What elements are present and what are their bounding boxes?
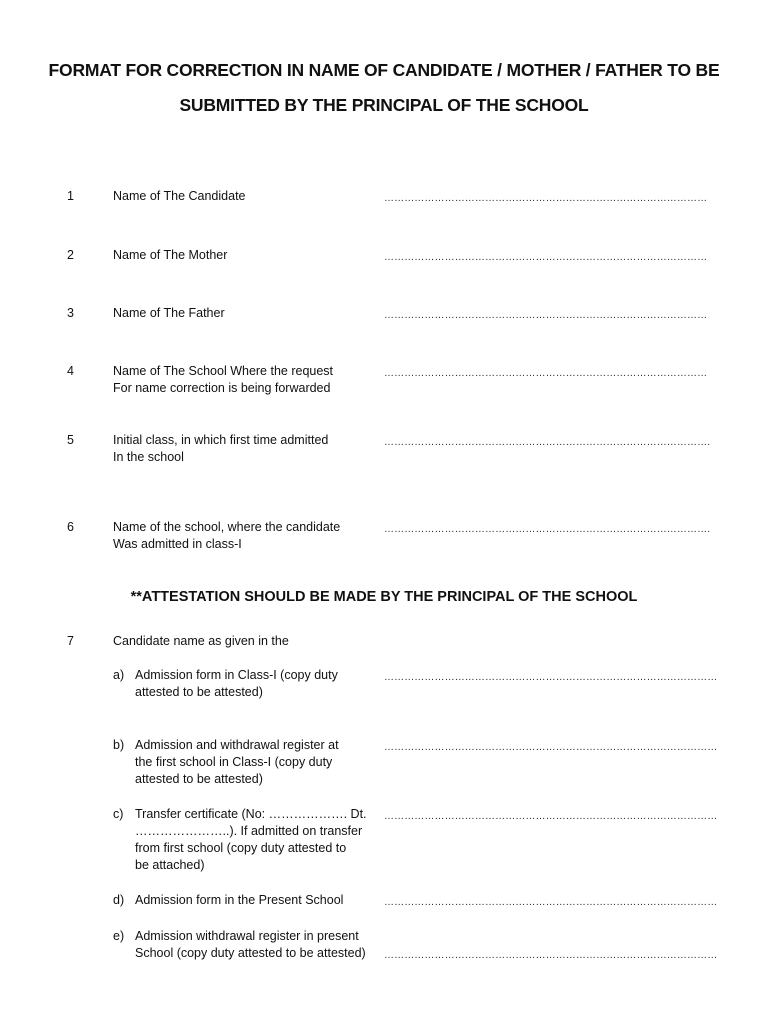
subitem-letter: c) xyxy=(113,807,124,821)
fill-in-line[interactable]: ……………………………………………………………………………………… xyxy=(384,811,718,822)
subitem-label: Admission form in Class-I (copy duty attested to be attested) xyxy=(135,668,338,699)
item-number: 4 xyxy=(67,364,74,378)
item-number: 6 xyxy=(67,520,74,534)
item-number: 5 xyxy=(67,433,74,447)
page-title-line-1: FORMAT FOR CORRECTION IN NAME OF CANDIDATE / MOTHER / FATHER TO BE xyxy=(48,60,720,80)
page-title-line-2: SUBMITTED BY THE PRINCIPAL OF THE SCHOOL xyxy=(179,95,589,115)
subitem-letter: a) xyxy=(113,668,125,682)
subitem-label: Admission form in the Present School xyxy=(135,893,344,907)
item-number: 1 xyxy=(67,189,74,203)
subitem-label: Admission withdrawal register in present School (copy duty attested to be attested) xyxy=(135,929,366,960)
item-label: Name of the school, where the candidate Was admitted in class-I xyxy=(113,520,341,551)
subitem-label: Transfer certificate (No: ………………. Dt. …………………..). If admitted on transfer from first school (copy duty attested to be attached) xyxy=(135,807,367,872)
subitem-letter: d) xyxy=(113,893,125,907)
fill-in-line[interactable]: ……………………………………………………………………………………… xyxy=(384,897,718,908)
fill-in-line[interactable]: …………………………………………………………………………………… xyxy=(384,310,708,321)
subitem-letter: e) xyxy=(113,929,125,943)
item-number: 3 xyxy=(67,306,74,320)
attestation-heading: **ATTESTATION SHOULD BE MADE BY THE PRINCIPAL OF THE SCHOOL xyxy=(130,589,638,605)
fill-in-line[interactable]: ……………………………………………………………………………………… xyxy=(384,672,718,683)
item-label: Name of The Father xyxy=(113,306,225,320)
fill-in-line[interactable]: ……………………………………………………………………………………. xyxy=(384,524,711,535)
item-label: Candidate name as given in the xyxy=(113,634,289,648)
item-label: Name of The Candidate xyxy=(113,189,246,203)
subitem-label: Admission and withdrawal register at the first school in Class-I (copy duty attested to be attested) xyxy=(135,738,339,786)
fill-in-line[interactable]: …………………………………………………………………………………… xyxy=(384,193,708,204)
item-number: 2 xyxy=(67,248,74,262)
item-number: 7 xyxy=(67,634,74,648)
fill-in-line[interactable]: ……………………………………………………………………………………… xyxy=(384,742,718,753)
item-label: Name of The School Where the request For name correction is being forwarded xyxy=(113,364,334,395)
item-label: Name of The Mother xyxy=(113,248,228,262)
item-label: Initial class, in which first time admitted In the school xyxy=(113,433,329,464)
fill-in-line[interactable]: ……………………………………………………………………………………. xyxy=(384,437,711,448)
fill-in-line[interactable]: …………………………………………………………………………………… xyxy=(384,368,708,379)
fill-in-line[interactable]: ……………………………………………………………………………………… xyxy=(384,950,718,961)
subitem-letter: b) xyxy=(113,738,125,752)
fill-in-line[interactable]: …………………………………………………………………………………… xyxy=(384,252,708,263)
